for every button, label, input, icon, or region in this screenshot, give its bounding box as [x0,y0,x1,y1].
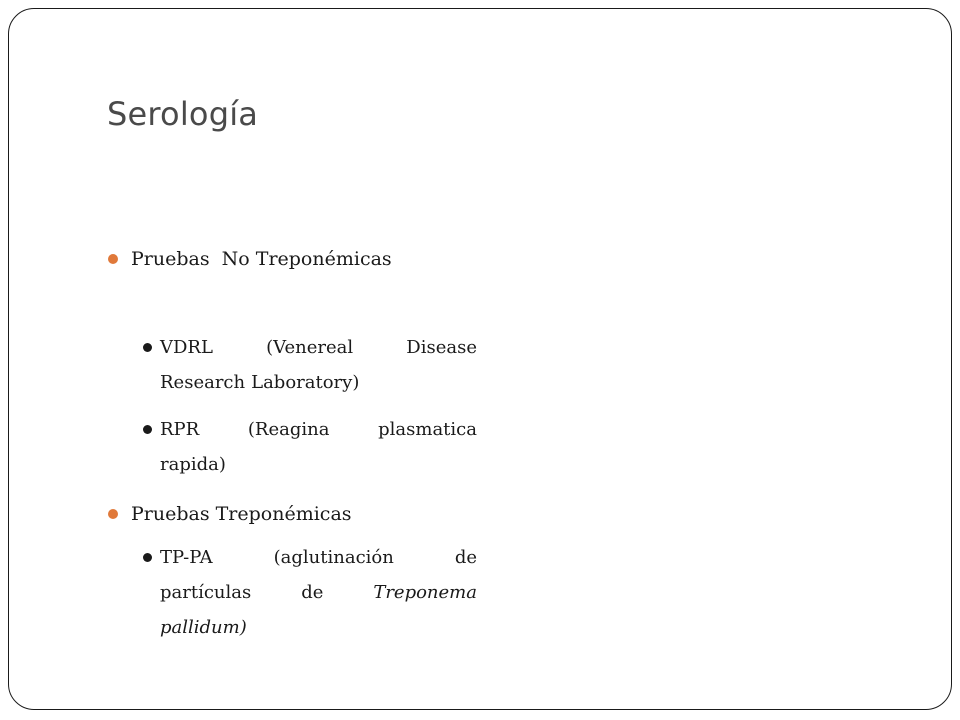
sub-bullet-dot-icon [143,343,152,352]
word: (aglutinación [273,547,394,568]
word: plasmatica [378,419,477,440]
sub-bullet-text [160,330,477,400]
word: Research [160,372,246,393]
word: de [454,547,477,568]
word-italic: Treponema [373,582,477,603]
word: RPR [160,419,200,440]
bullet-dot-icon [108,509,118,519]
bullet-label: Pruebas No Treponémicas [131,248,392,270]
sub-bullet-text [160,412,477,482]
word: Laboratory) [251,372,360,393]
sub-bullet-text [160,540,477,645]
word: rapida) [160,454,226,475]
word: (Reagina [247,419,330,440]
word: Disease [406,337,477,358]
slide-title: Serología [107,95,259,133]
bullet-dot-icon [108,254,118,264]
sub-bullet-dot-icon [143,425,152,434]
word: VDRL [160,337,213,358]
bullet-label: Pruebas Treponémicas [131,503,352,525]
sub-bullet-dot-icon [143,553,152,562]
word: (Venereal [266,337,354,358]
word: de [301,582,324,603]
word: TP-PA [160,547,213,568]
word-italic: pallidum) [160,617,247,638]
word: partículas [160,582,252,603]
